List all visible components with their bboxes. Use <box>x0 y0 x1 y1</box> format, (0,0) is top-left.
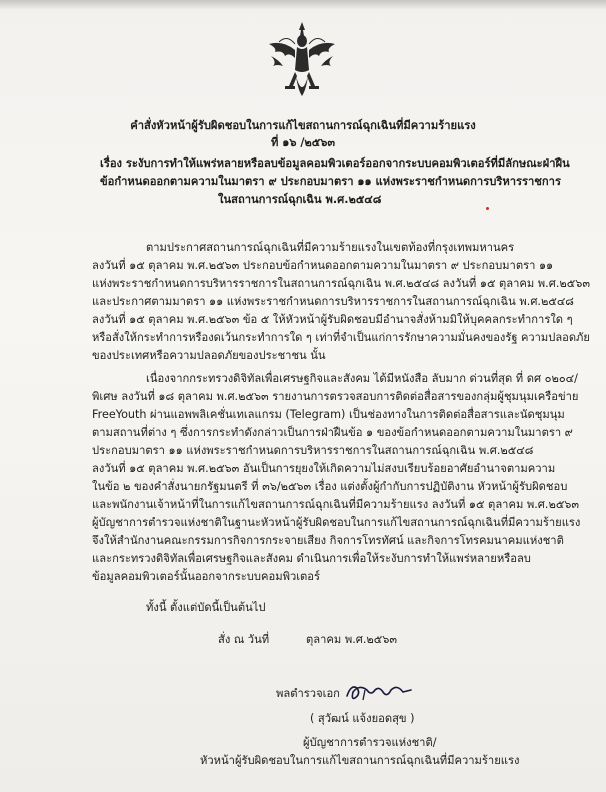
para1-line: ของประเทศหรือความปลอดภัยของประชาชน นั้น <box>92 349 326 362</box>
garuda-emblem-icon <box>263 20 341 102</box>
signer-rank: พลตำรวจเอก <box>276 687 340 700</box>
scan-edge-shadow <box>0 0 606 10</box>
para2-line: ประกอบมาตรา ๑๑ แห่งพระราชกำหนดการบริหารราชการในสถานการณ์ฉุกเฉิน พ.ศ.๒๕๔๘ <box>92 444 534 457</box>
signer-position-2: หัวหน้าผู้รับผิดชอบในการแก้ไขสถานการณ์ฉุกเฉินที่มีความร้ายแรง <box>200 754 520 767</box>
order-number: ที่ ๑๖ /๒๕๖๓ <box>270 136 336 149</box>
para1-line: ลงวันที่ ๑๕ ตุลาคม พ.ศ.๒๕๖๓ ข้อ ๕ ให้หัวหน้าผู้รับผิดชอบมีอำนาจสั่งห้ามมิให้บุคคลกระทำการใด ๆ <box>92 313 573 326</box>
para2-line: ในข้อ ๒ ของคำสั่งนายกรัฐมนตรี ที่ ๓๖/๒๕๖๓ เรื่อง แต่งตั้งผู้กำกับการปฏิบัติงาน หัวหน้าผู้รับผิดชอบ <box>92 480 568 493</box>
order-subject-line-1: เรื่อง ระงับการทำให้แพร่หลายหรือลบข้อมูลคอมพิวเตอร์ออกจากระบบคอมพิวเตอร์ที่มีลักษณะฝ่าฝืน <box>100 157 570 170</box>
para1-line: และประกาศตามมาตรา ๑๑ แห่งพระราชกำหนดการบริหารราชการในสถานการณ์ฉุกเฉิน พ.ศ.๒๕๔๘ <box>92 295 574 308</box>
ordered-at-label: สั่ง ณ วันที่ <box>218 633 270 646</box>
order-month-year: ตุลาคม พ.ศ.๒๕๖๓ <box>306 633 397 646</box>
para2-line: พิเศษ ลงวันที่ ๑๘ ตุลาคม พ.ศ.๒๕๖๓ รายงานการตรวจสอบการติดต่อสื่อสารของกลุ่มผู้ชุมนุมเครือข่าย <box>92 390 579 403</box>
para2-line: และพนักงานเจ้าหน้าที่ในการแก้ไขสถานการณ์ฉุกเฉินที่มีความร้ายแรง ลงวันที่ ๑๕ ตุลาคม พ.ศ.๒๕๖๓ <box>92 498 580 511</box>
ink-mark <box>486 207 489 210</box>
signer-name: ( สุวัฒน์ แจ้งยอดสุข ) <box>310 712 415 725</box>
handwritten-signature <box>345 680 413 704</box>
effective-clause: ทั้งนี้ ตั้งแต่บัดนี้เป็นต้นไป <box>146 601 266 614</box>
para1-line: ลงวันที่ ๑๕ ตุลาคม พ.ศ.๒๕๖๓ ประกอบข้อกำหนดออกตามความในมาตรา ๙ ประกอบมาตรา ๑๑ <box>92 259 554 272</box>
para2-line: FreeYouth ผ่านแอพพลิเคชั่นเทเลแกรม (Telegram) เป็นช่องทางในการติดต่อสื่อสารและนัดชุมนุม <box>92 408 565 421</box>
para2-line: จึงให้สำนักงานคณะกรรมการกิจการกระจายเสียง กิจการโทรทัศน์ และกิจการโทรคมนาคมแห่งชาติ <box>92 534 564 547</box>
para2-line: เนื่องจากกระทรวงดิจิทัลเพื่อเศรษฐกิจและสังคม ได้มีหนังสือ ลับมาก ด่วนที่สุด ที่ ดศ ๐๒๐๔/ <box>146 372 578 385</box>
para2-line: ข้อมูลคอมพิวเตอร์นั้นออกจากระบบคอมพิวเตอร์ <box>92 570 321 583</box>
para2-line: ตามสถานที่ต่าง ๆ ซึ่งการกระทำดังกล่าวเป็นการฝ่าฝืนข้อ ๑ ของข้อกำหนดออกตามความในมาตรา ๙ <box>92 426 573 439</box>
para2-line: และกระทรวงดิจิทัลเพื่อเศรษฐกิจและสังคม ดำเนินการเพื่อให้ระงับการทำให้แพร่หลายหรือลบ <box>92 552 531 565</box>
order-subject-line-3: ในสถานการณ์ฉุกเฉิน พ.ศ.๒๕๔๘ <box>218 193 382 206</box>
signer-position-1: ผู้บัญชาการตำรวจแห่งชาติ/ <box>303 736 437 749</box>
para1-line: ตามประกาศสถานการณ์ฉุกเฉินที่มีความร้ายแรงในเขตท้องที่กรุงเทพมหานคร <box>146 241 515 254</box>
order-title: คำสั่งหัวหน้าผู้รับผิดชอบในการแก้ไขสถานการณ์ฉุกเฉินที่มีความร้ายแรง <box>130 119 476 132</box>
para1-line: หรือสั่งให้กระทำการหรืองดเว้นกระทำการใด ๆ เท่าที่จำเป็นแก่การรักษาความมั่นคงของรัฐ ความปลอดภัย <box>92 331 590 344</box>
para1-line: แห่งพระราชกำหนดการบริหารราชการในสถานการณ์ฉุกเฉิน พ.ศ.๒๕๔๘ ลงวันที่ ๑๕ ตุลาคม พ.ศ.๒๕๖๓ <box>92 277 590 290</box>
order-subject-line-2: ข้อกำหนดออกตามความในมาตรา ๙ ประกอบมาตรา ๑๑ แห่งพระราชกำหนดการบริหารราชการ <box>100 175 561 188</box>
para2-line: ผู้บัญชาการตำรวจแห่งชาติในฐานะหัวหน้าผู้รับผิดชอบในการแก้ไขสถานการณ์ฉุกเฉินที่มีความร้ายแรง <box>92 516 581 529</box>
para2-line: ลงวันที่ ๑๕ ตุลาคม พ.ศ.๒๕๖๓ อันเป็นการยุยงให้เกิดความไม่สงบเรียบร้อยอาศัยอำนาจตามความ <box>92 462 556 475</box>
